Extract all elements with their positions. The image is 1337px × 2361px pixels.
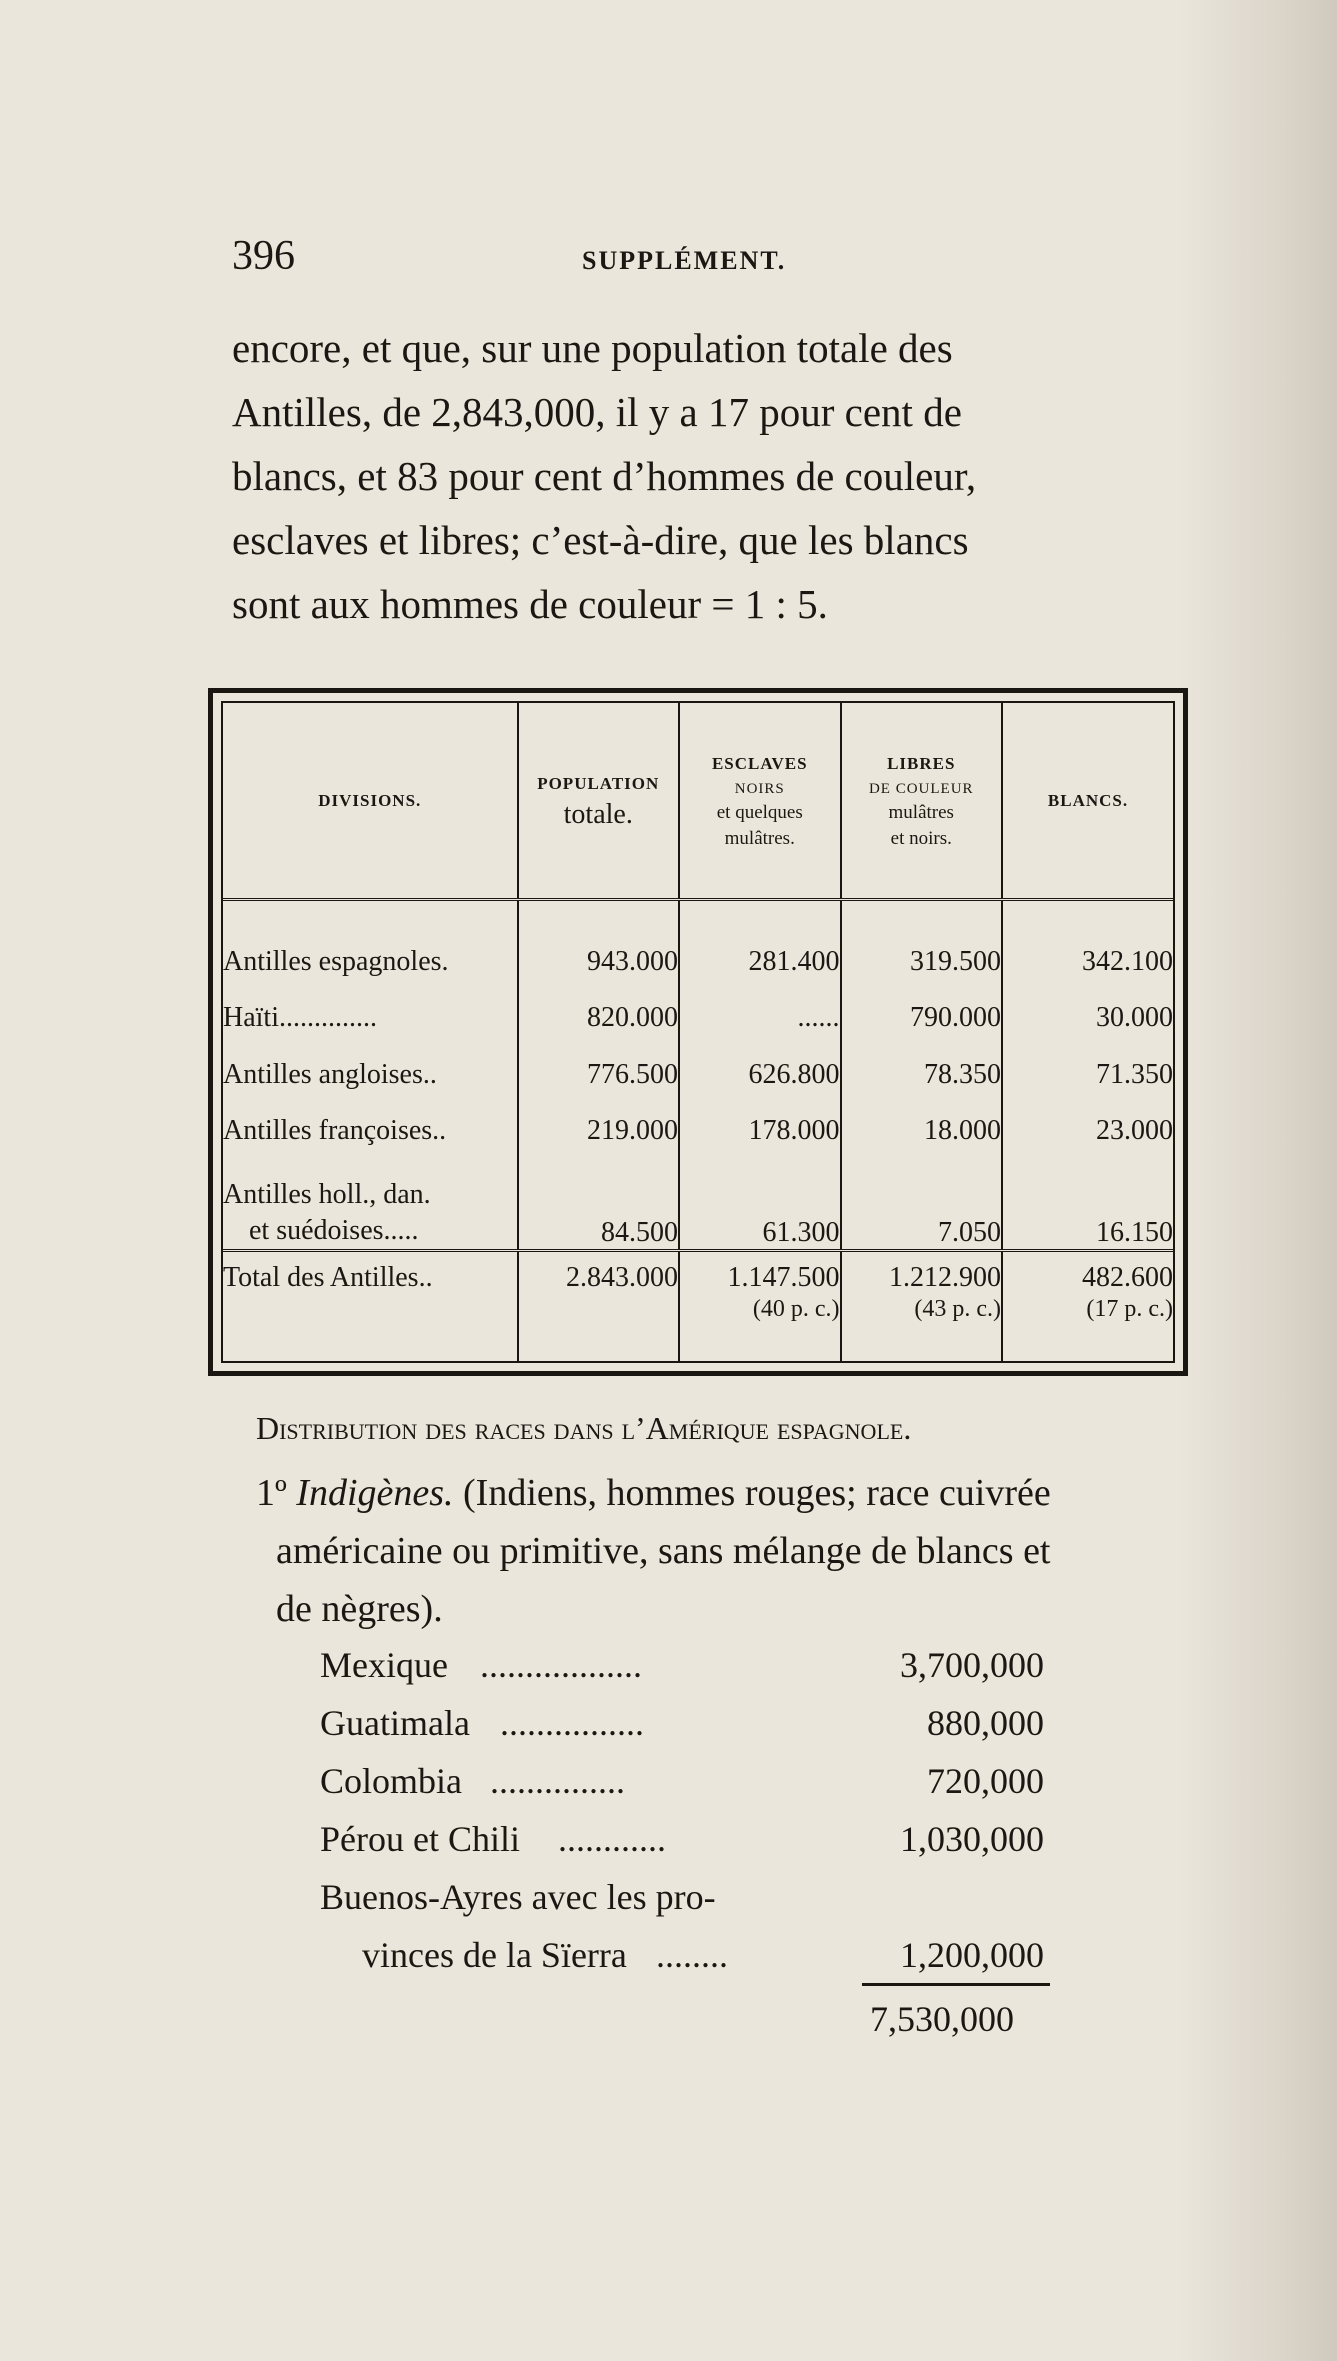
item-line xyxy=(256,1464,1176,1522)
sum-rule xyxy=(862,1983,1050,1986)
list-item xyxy=(320,1752,1060,1810)
row-libres: 18.000 xyxy=(841,1091,1003,1147)
row-population: 219.000 xyxy=(518,1091,680,1147)
region-name: Buenos-Ayres avec les pro- xyxy=(320,1877,716,1917)
region-name: Pérou et Chili xyxy=(320,1819,520,1859)
row-esclaves: ...... xyxy=(679,978,841,1034)
list-item xyxy=(320,1926,1060,1984)
region-value: 1,030,000 xyxy=(900,1819,1044,1859)
header-libres: LIBRES DE COULEUR mulâtres et noirs. xyxy=(841,703,1003,900)
leader-dots: .................. xyxy=(480,1645,642,1685)
row-libres: 319.500 xyxy=(841,922,1003,978)
table-row xyxy=(223,1147,1173,1251)
region-list xyxy=(320,1636,1060,1984)
population-table-inner xyxy=(221,701,1175,1363)
table-row xyxy=(223,978,1173,1034)
paragraph-line: Antilles, de 2,843,000, il y a 17 pour cent de xyxy=(232,389,962,435)
total-libres: 1.212.900 (43 p. c.) xyxy=(841,1251,1003,1361)
row-esclaves: 178.000 xyxy=(679,1091,841,1147)
row-population: 84.500 xyxy=(518,1147,680,1251)
row-esclaves: 61.300 xyxy=(679,1147,841,1251)
table-row xyxy=(223,1034,1173,1090)
table-row xyxy=(223,922,1173,978)
running-head: SUPPLÉMENT. xyxy=(582,246,787,275)
region-value: 720,000 xyxy=(927,1761,1044,1801)
total-name: Total des Antilles.. xyxy=(223,1251,518,1361)
row-name: Haïti.............. xyxy=(223,1002,377,1034)
row-libres: 78.350 xyxy=(841,1034,1003,1090)
row-population: 820.000 xyxy=(518,978,680,1034)
item-text: (Indiens, hommes rouges; race cuivrée xyxy=(463,1472,1051,1514)
list-item xyxy=(320,1694,1060,1752)
intro-paragraph xyxy=(232,316,1172,636)
page-header xyxy=(232,232,1162,292)
item-title: Indigènes. xyxy=(296,1472,454,1514)
list-item xyxy=(320,1636,1060,1694)
region-name: Mexique xyxy=(320,1645,448,1685)
row-blancs: 23.000 xyxy=(1002,1091,1173,1147)
paragraph-line: blancs, et 83 pour cent d’hommes de couleur, xyxy=(232,453,977,499)
region-value: 3,700,000 xyxy=(900,1645,1044,1685)
row-name: Antilles espagnoles. xyxy=(223,945,449,977)
page-number: 396 xyxy=(232,233,295,279)
row-libres: 7.050 xyxy=(841,1147,1003,1251)
item-line: de nègres). xyxy=(276,1588,443,1630)
total-blancs: 482.600 (17 p. c.) xyxy=(1002,1251,1173,1361)
region-value: 880,000 xyxy=(927,1703,1044,1743)
row-population: 943.000 xyxy=(518,922,680,978)
header-population: POPULATION totale. xyxy=(518,703,680,900)
row-blancs: 30.000 xyxy=(1002,978,1173,1034)
row-esclaves: 281.400 xyxy=(679,922,841,978)
header-esclaves: ESCLAVES NOIRS et quelques mulâtres. xyxy=(679,703,841,900)
leader-dots: ................ xyxy=(500,1703,644,1743)
sum-value: 7,530,000 xyxy=(870,1999,1014,2039)
population-table xyxy=(223,703,1173,1361)
table-total-row xyxy=(223,1251,1173,1361)
row-blancs: 71.350 xyxy=(1002,1034,1173,1090)
row-name: Antilles holl., dan. et suédoises..... xyxy=(223,1179,431,1247)
item-line: américaine ou primitive, sans mélange de blancs et xyxy=(276,1530,1051,1572)
row-name: Antilles angloises.. xyxy=(223,1058,437,1090)
item-number: 1º xyxy=(256,1472,287,1514)
total-esclaves: 1.147.500 (40 p. c.) xyxy=(679,1251,841,1361)
leader-dots: ........ xyxy=(656,1935,728,1975)
row-population: 776.500 xyxy=(518,1034,680,1090)
paragraph-line: sont aux hommes de couleur = 1 : 5. xyxy=(232,581,828,627)
paragraph-line: encore, et que, sur une population totale des xyxy=(232,325,953,371)
region-name: Colombia xyxy=(320,1761,462,1801)
row-blancs: 16.150 xyxy=(1002,1147,1173,1251)
table-spacer-row xyxy=(223,900,1173,922)
paragraph-line: esclaves et libres; c’est-à-dire, que les blancs xyxy=(232,517,969,563)
table-header-row xyxy=(223,703,1173,900)
list-item xyxy=(320,1810,1060,1868)
region-name: vinces de la Sïerra xyxy=(362,1935,627,1975)
region-value: 1,200,000 xyxy=(900,1935,1044,1975)
header-divisions: DIVISIONS. xyxy=(223,703,518,900)
header-blancs: BLANCS. xyxy=(1002,703,1173,900)
row-blancs: 342.100 xyxy=(1002,922,1173,978)
row-name: Antilles françoises.. xyxy=(223,1114,447,1146)
population-table-frame xyxy=(208,688,1188,1376)
row-libres: 790.000 xyxy=(841,978,1003,1034)
indigenes-paragraph xyxy=(256,1464,1176,1638)
leader-dots: ............ xyxy=(558,1819,666,1859)
total-population: 2.843.000 xyxy=(518,1251,680,1361)
list-item xyxy=(320,1868,1060,1926)
row-esclaves: 626.800 xyxy=(679,1034,841,1090)
region-name: Guatimala xyxy=(320,1703,470,1743)
leader-dots: ............... xyxy=(490,1761,625,1801)
table-row xyxy=(223,1091,1173,1147)
section-heading: Distribution des races dans l’Amérique espagnole. xyxy=(256,1410,912,1446)
